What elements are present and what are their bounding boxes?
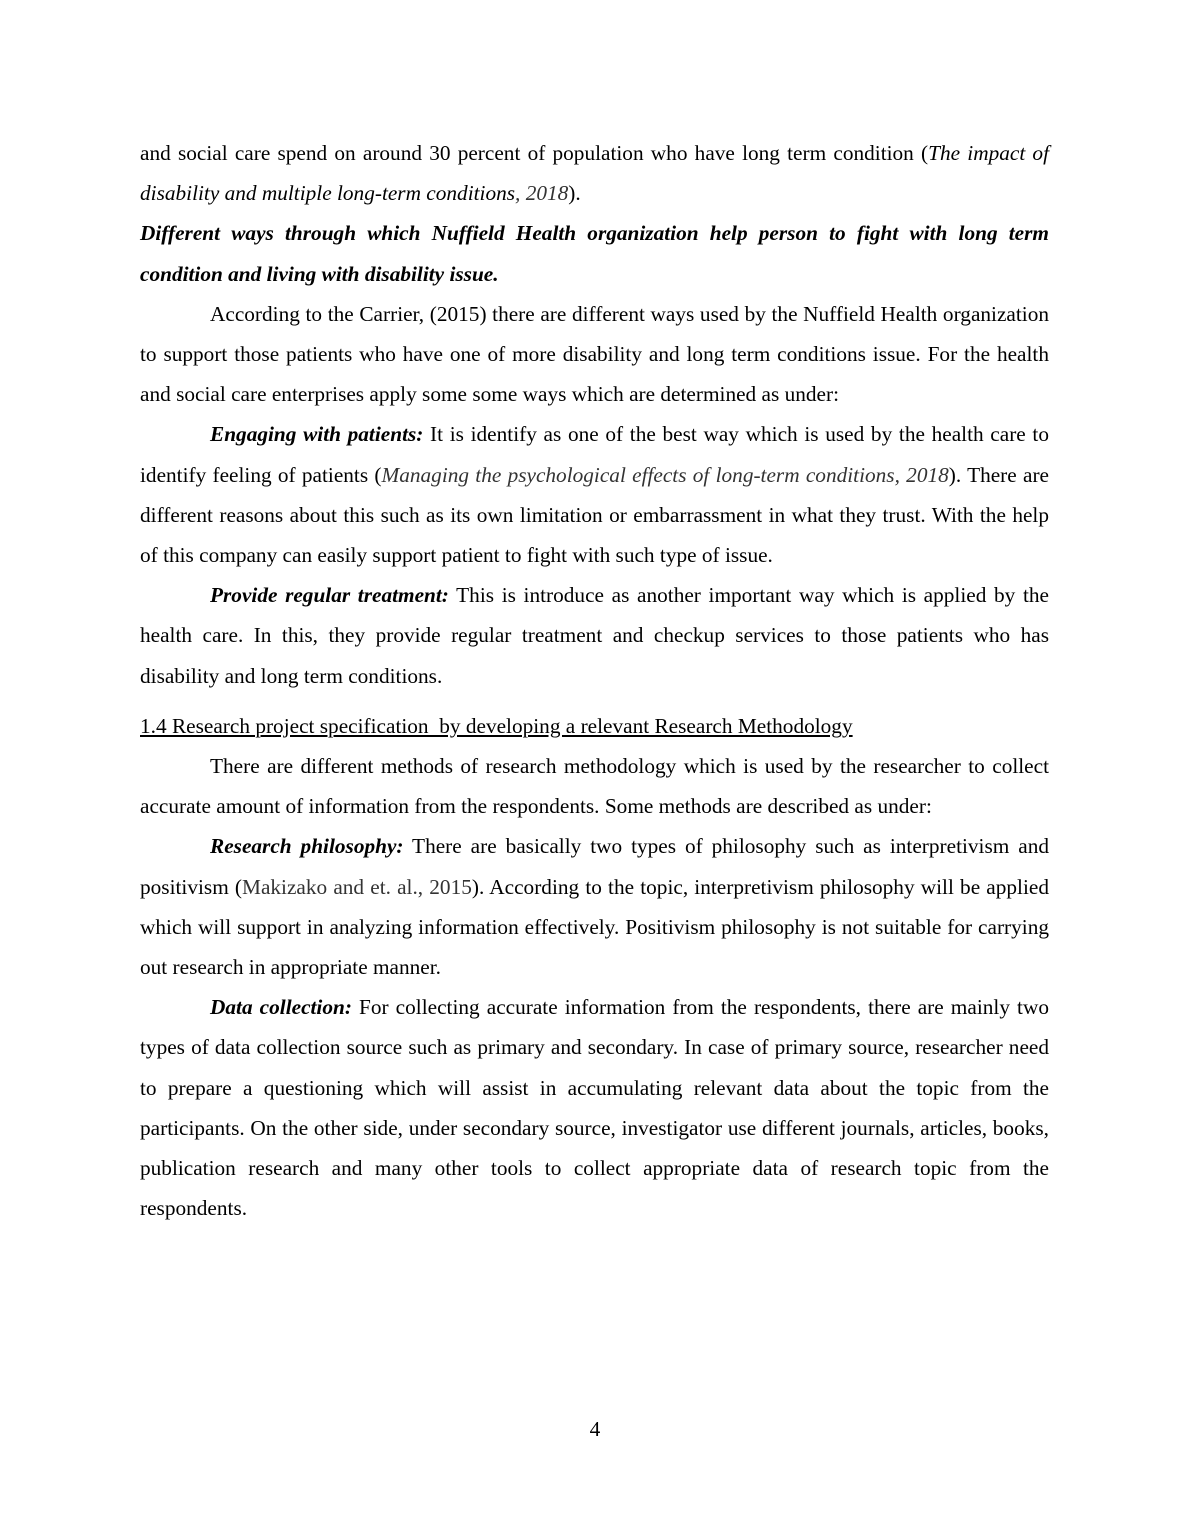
data-collection-label: Data collection: (210, 995, 352, 1020)
intro-paragraph: and social care spend on around 30 percent of population who have long term condition (The impact of disability and multiple long-term conditions, 2018). (140, 141, 1050, 206)
ways-heading: Different ways through which Nuffield Health organization help person to fight with long term condition and living with disability issue. (140, 221, 1049, 286)
engaging-paragraph: Engaging with patients: It is identify as one of the best way which is used by the health care to identify feeling of patients (Managing the psychological effects of long-term conditions, 2018). There are different reasons about this such as its own limitation or embarrassment in what they trust. With the help of this company can easily support patient to fight with such type of issue. (140, 422, 1050, 568)
intro-citation-sep: , (515, 181, 526, 206)
intro-citation-title: The impact of disability and multiple long-term conditions (140, 141, 1050, 206)
philosophy-paragraph: Research philosophy: There are basically two types of philosophy such as interpretivism and positivism (Makizako and et. al., 2015). According to the topic, interpretivism philosophy will be applied which will support in analyzing information effectively. Positivism philosophy is not suitable for carrying out research in appropriate manner. (140, 834, 1050, 980)
document-page (140, 133, 1049, 1228)
carrier-paragraph: According to the Carrier, (2015) there are different ways used by the Nuffield Health organization to support those patients who have one of more disability and long term conditions issue. For the health and social care enterprises apply some some ways which are determined as under: (140, 301, 1049, 407)
intro-citation-year: 2018 (525, 181, 569, 206)
page-number: 4 (589, 1417, 601, 1441)
treatment-paragraph: Provide regular treatment: This is introduce as another important way which is applied by the health care. In this, they provide regular treatment and checkup services to those patients who has disability and long term conditions. (140, 583, 1049, 688)
section-heading: 1.4 Research project specification by developing a relevant Research Methodology (140, 713, 853, 738)
engaging-label: Engaging with patients: (210, 422, 424, 447)
treatment-label: Provide regular treatment: (210, 583, 449, 608)
engaging-citation: Managing the psychological effects of long-term conditions, 2018 (381, 462, 949, 487)
data-collection-paragraph: Data collection: For collecting accurate information from the respondents, there are mainly two types of data collection source such as primary and secondary. In case of primary source, researcher need to prepare a questioning which will assist in accumulating relevant data about the topic from the participants. On the other side, under secondary source, investigator use different journals, articles, books, publication research and many other tools to collect appropriate data of research topic from the respondents. (140, 995, 1049, 1221)
philosophy-citation: Makizako and et. al., 2015 (242, 874, 472, 899)
philosophy-label: Research philosophy: (210, 834, 404, 859)
methods-paragraph: There are different methods of research methodology which is used by the researcher to collect accurate amount of information from the respondents. Some methods are described as under: (140, 754, 1049, 819)
